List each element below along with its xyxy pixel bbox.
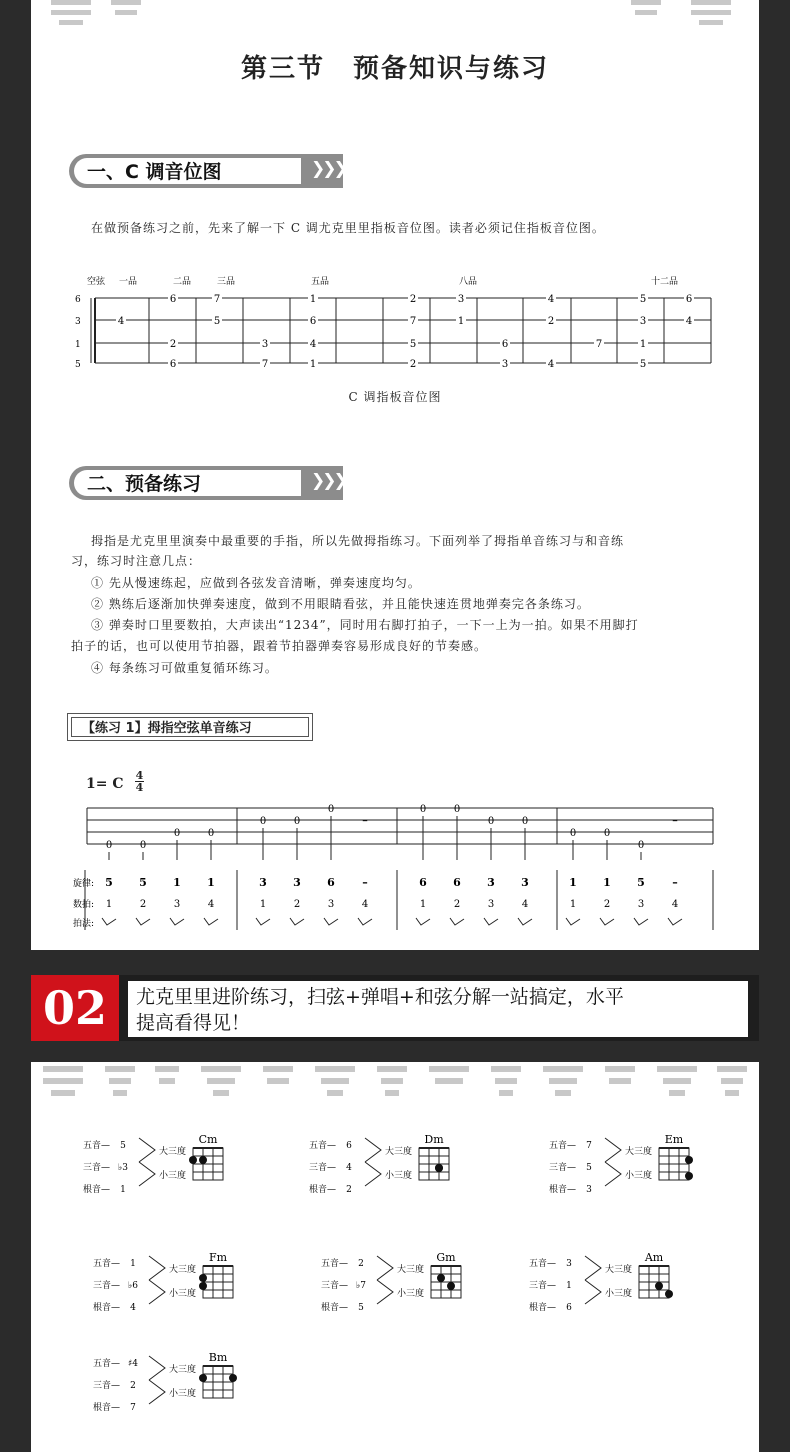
chord-diagram-am [529, 1250, 729, 1340]
fret-note: 7 [595, 339, 603, 350]
melody-note: 3 [521, 876, 529, 889]
interval-label: 三音— [93, 1381, 121, 1391]
time-bottom: 4 [135, 781, 144, 794]
fret-note: 3 [261, 339, 269, 350]
beat-count: 1 [569, 899, 577, 910]
section1-intro: 在做预备练习之前，先来了解一下 C 调尤克里里指板音位图。读者必须记住指板音位图。 [91, 221, 605, 235]
finger-dot-icon [447, 1282, 455, 1290]
chevrons-icon: ❯❯❯ [311, 159, 345, 179]
tab-fret-number: 0 [637, 840, 645, 851]
interval-value: 7 [130, 1403, 136, 1413]
finger-dot-icon [199, 1374, 207, 1382]
melody-note: 6 [453, 876, 461, 889]
interval-label: 根音— [529, 1303, 557, 1313]
fret-note: 5 [213, 316, 221, 327]
interval-value: 4 [346, 1163, 352, 1173]
beat-count: 2 [453, 899, 461, 910]
interval-value: 7 [586, 1141, 592, 1151]
fret-label: 三品 [217, 277, 236, 287]
melody-note: – [672, 876, 678, 889]
strum-arrow-icon [204, 918, 218, 925]
section-heading-2 [69, 466, 345, 500]
string-label: 5 [75, 360, 81, 370]
fret-note: 1 [457, 316, 465, 327]
minor-third-label: 小三度 [169, 1289, 197, 1299]
interval-value: 2 [346, 1185, 352, 1195]
exercise1-title: 【练习 1】拇指空弦单音练习 [82, 721, 252, 736]
finger-dot-icon [199, 1156, 207, 1164]
tab-fret-number: 0 [487, 816, 495, 827]
fret-note: 7 [213, 294, 221, 305]
interval-label: 五音— [549, 1141, 577, 1151]
interval-label: 根音— [549, 1185, 577, 1195]
tab-fret-number: 0 [521, 816, 529, 827]
tab-fret-number: 0 [327, 804, 335, 815]
interval-label: 五音— [309, 1141, 337, 1151]
finger-dot-icon [655, 1282, 663, 1290]
chord-name: Em [664, 1133, 684, 1146]
fret-note: 5 [409, 339, 417, 350]
fret-note: 4 [117, 316, 125, 327]
beat-count: 3 [173, 899, 181, 910]
finger-dot-icon [437, 1274, 445, 1282]
banner-line2: 提高看得见！ [136, 1012, 251, 1034]
fret-note: 3 [501, 359, 509, 370]
interval-value: ♭3 [118, 1163, 128, 1173]
fret-note: 6 [685, 294, 693, 305]
interval-value: 1 [130, 1259, 136, 1269]
book-page-1 [31, 0, 759, 950]
banner-number: 02 [31, 975, 119, 1041]
finger-dot-icon [199, 1274, 207, 1282]
string-label: 3 [75, 317, 81, 327]
chord-diagram-gm [321, 1250, 521, 1340]
interval-value: 3 [566, 1259, 572, 1269]
melody-note: 5 [105, 876, 113, 889]
fret-note: 2 [547, 316, 555, 327]
melody-note: 5 [637, 876, 645, 889]
tip-1: ① 先从慢速练起，应做到各弦发音清晰，弹奏速度均匀。 [91, 576, 421, 590]
interval-value: ♭6 [128, 1281, 138, 1291]
strum-arrow-icon [634, 918, 648, 925]
interval-label: 五音— [83, 1141, 111, 1151]
fret-label: 一品 [119, 277, 138, 287]
interval-value: 5 [358, 1303, 364, 1313]
interval-value: 1 [120, 1185, 126, 1195]
fret-note: 6 [309, 316, 317, 327]
melody-note: 6 [419, 876, 427, 889]
rest-mark: – [672, 814, 678, 827]
row-label: 数拍: [73, 900, 95, 910]
interval-label: 三音— [83, 1163, 111, 1173]
strum-arrow-icon [170, 918, 184, 925]
melody-note: 3 [487, 876, 495, 889]
beat-count: 3 [327, 899, 335, 910]
beat-count: 1 [419, 899, 427, 910]
key-signature: 1= C [86, 776, 124, 792]
fret-note: 6 [501, 339, 509, 350]
chord-name: Fm [208, 1251, 228, 1264]
rest-mark: – [362, 814, 368, 827]
melody-note: 1 [207, 876, 215, 889]
beat-count: 4 [361, 899, 369, 910]
strum-arrow-icon [668, 918, 682, 925]
fret-note: 7 [409, 316, 417, 327]
interval-value: ♯4 [127, 1359, 139, 1369]
chord-diagram-cm [83, 1132, 283, 1222]
fret-note: 4 [309, 339, 317, 350]
section2-intro-line2: 习，练习时注意几点： [71, 554, 202, 568]
chord-name: Bm [208, 1351, 228, 1364]
chord-name: Gm [436, 1251, 456, 1264]
interval-label: 根音— [93, 1303, 121, 1313]
section-heading-1 [69, 154, 345, 188]
finger-dot-icon [435, 1164, 443, 1172]
finger-dot-icon [229, 1374, 237, 1382]
fret-note: 1 [309, 359, 317, 370]
interval-value: 6 [346, 1141, 352, 1151]
melody-note: 1 [173, 876, 181, 889]
chord-name: Am [644, 1251, 664, 1264]
strum-arrow-icon [484, 918, 498, 925]
major-third-label: 大三度 [169, 1265, 197, 1275]
beat-count: 3 [487, 899, 495, 910]
interval-value: 2 [358, 1259, 364, 1269]
minor-third-label: 小三度 [159, 1171, 187, 1181]
major-third-label: 大三度 [605, 1265, 633, 1275]
chord-name: Cm [198, 1133, 218, 1146]
interval-label: 三音— [93, 1281, 121, 1291]
interval-label: 三音— [529, 1281, 557, 1291]
major-third-label: 大三度 [625, 1147, 653, 1157]
exercise1-title-box [67, 713, 313, 741]
fretboard-caption: C 调指板音位图 [348, 390, 442, 404]
beat-count: 1 [259, 899, 267, 910]
page-title: 第三节 预备知识与练习 [240, 54, 549, 84]
tab-staff [31, 800, 759, 940]
interval-value: 4 [130, 1303, 136, 1313]
chevrons-icon: ❯❯❯ [311, 471, 345, 491]
fret-note: 5 [639, 359, 647, 370]
fret-note: 5 [639, 294, 647, 305]
strum-arrow-icon [256, 918, 270, 925]
strum-arrow-icon [566, 918, 580, 925]
finger-dot-icon [665, 1290, 673, 1298]
fret-label: 十二品 [651, 277, 679, 287]
tip-3-cont: 拍子的话，也可以使用节拍器，跟着节拍器弹奏容易形成良好的节奏感。 [71, 639, 488, 653]
interval-label: 根音— [83, 1185, 111, 1195]
beat-count: 4 [521, 899, 529, 910]
tab-fret-number: 0 [603, 828, 611, 839]
tab-fret-number: 0 [207, 828, 215, 839]
major-third-label: 大三度 [397, 1265, 425, 1275]
fret-label: 八品 [459, 277, 478, 287]
finger-dot-icon [685, 1156, 693, 1164]
interval-value: 5 [120, 1141, 126, 1151]
section-heading-1-text: 一、C 调音位图 [87, 161, 222, 183]
promo-banner [31, 975, 759, 1041]
melody-note: – [362, 876, 368, 889]
interval-value: ♭7 [356, 1281, 366, 1291]
tip-4: ④ 每条练习可做重复循环练习。 [91, 661, 278, 675]
interval-value: 5 [586, 1163, 592, 1173]
interval-value: 1 [566, 1281, 572, 1291]
strum-arrow-icon [290, 918, 304, 925]
header-stripes [31, 0, 759, 36]
tab-fret-number: 0 [419, 804, 427, 815]
beat-count: 1 [105, 899, 113, 910]
tab-fret-number: 0 [139, 840, 147, 851]
fret-note: 4 [547, 359, 555, 370]
strum-arrow-icon [600, 918, 614, 925]
string-label: 1 [75, 340, 81, 350]
strum-arrow-icon [518, 918, 532, 925]
major-third-label: 大三度 [159, 1147, 187, 1157]
interval-value: 3 [586, 1185, 592, 1195]
strum-arrow-icon [324, 918, 338, 925]
interval-value: 6 [566, 1303, 572, 1313]
fret-note: 2 [169, 339, 177, 350]
chord-diagram-bm [93, 1350, 293, 1440]
chord-name: Dm [424, 1133, 444, 1146]
time-signature [135, 770, 144, 793]
fret-note: 6 [169, 359, 177, 370]
finger-dot-icon [189, 1156, 197, 1164]
tab-fret-number: 0 [293, 816, 301, 827]
row-label: 旋律: [73, 879, 95, 889]
book-page-2 [31, 1062, 759, 1452]
header-stripes [31, 1062, 759, 1098]
interval-label: 五音— [93, 1359, 121, 1369]
melody-note: 1 [603, 876, 611, 889]
finger-dot-icon [685, 1172, 693, 1180]
fret-label: 空弦 [87, 277, 106, 287]
interval-label: 三音— [309, 1163, 337, 1173]
fret-note: 2 [409, 294, 417, 305]
minor-third-label: 小三度 [169, 1389, 197, 1399]
chord-diagram-em [549, 1132, 749, 1222]
fret-label: 二品 [173, 277, 192, 287]
interval-label: 根音— [309, 1185, 337, 1195]
tab-fret-number: 0 [453, 804, 461, 815]
row-label: 拍法: [73, 919, 95, 929]
tip-2: ② 熟练后逐渐加快弹奏速度，做到不用眼睛看弦，并且能快速连贯地弹奏完各条练习。 [91, 597, 590, 611]
tab-fret-number: 0 [105, 840, 113, 851]
interval-label: 三音— [321, 1281, 349, 1291]
fret-note: 3 [639, 316, 647, 327]
minor-third-label: 小三度 [605, 1289, 633, 1299]
fret-note: 7 [261, 359, 269, 370]
minor-third-label: 小三度 [397, 1289, 425, 1299]
tab-fret-number: 0 [569, 828, 577, 839]
beat-count: 4 [671, 899, 679, 910]
time-top: 4 [135, 769, 144, 782]
fret-note: 6 [169, 294, 177, 305]
strum-arrow-icon [102, 918, 116, 925]
interval-label: 三音— [549, 1163, 577, 1173]
section2-intro-line1: 拇指是尤克里里演奏中最重要的手指，所以先做拇指练习。下面列举了拇指单音练习与和音练 [91, 534, 625, 548]
beat-count: 2 [293, 899, 301, 910]
melody-note: 6 [327, 876, 335, 889]
interval-value: 2 [130, 1381, 136, 1391]
melody-note: 1 [569, 876, 577, 889]
fret-note: 2 [409, 359, 417, 370]
melody-note: 3 [293, 876, 301, 889]
fret-note: 1 [639, 339, 647, 350]
melody-note: 3 [259, 876, 267, 889]
finger-dot-icon [199, 1282, 207, 1290]
minor-third-label: 小三度 [625, 1171, 653, 1181]
beat-count: 4 [207, 899, 215, 910]
interval-label: 五音— [93, 1259, 121, 1269]
minor-third-label: 小三度 [385, 1171, 413, 1181]
interval-label: 五音— [529, 1259, 557, 1269]
beat-count: 3 [637, 899, 645, 910]
interval-label: 根音— [93, 1403, 121, 1413]
major-third-label: 大三度 [385, 1147, 413, 1157]
tip-3: ③ 弹奏时口里要数拍，大声读出“1234”，同时用右脚打拍子，一下一上为一拍。如果不用脚打 [91, 618, 639, 632]
melody-note: 5 [139, 876, 147, 889]
chord-diagram-fm [93, 1250, 293, 1340]
strum-arrow-icon [416, 918, 430, 925]
fret-note: 4 [547, 294, 555, 305]
fret-note: 4 [685, 316, 693, 327]
fret-note: 3 [457, 294, 465, 305]
beat-count: 2 [139, 899, 147, 910]
interval-label: 根音— [321, 1303, 349, 1313]
banner-line1: 尤克里里进阶练习，扫弦+弹唱+和弦分解一站搞定，水平 [136, 986, 624, 1008]
chord-diagram-dm [309, 1132, 509, 1222]
fret-label: 五品 [311, 277, 330, 287]
fretboard-diagram [31, 272, 759, 370]
fret-note: 1 [309, 294, 317, 305]
beat-count: 2 [603, 899, 611, 910]
section-heading-2-text: 二、预备练习 [87, 473, 202, 495]
interval-label: 五音— [321, 1259, 349, 1269]
strum-arrow-icon [136, 918, 150, 925]
tab-fret-number: 0 [259, 816, 267, 827]
strum-arrow-icon [450, 918, 464, 925]
strum-arrow-icon [358, 918, 372, 925]
tab-fret-number: 0 [173, 828, 181, 839]
major-third-label: 大三度 [169, 1365, 197, 1375]
string-label: 6 [75, 295, 81, 305]
